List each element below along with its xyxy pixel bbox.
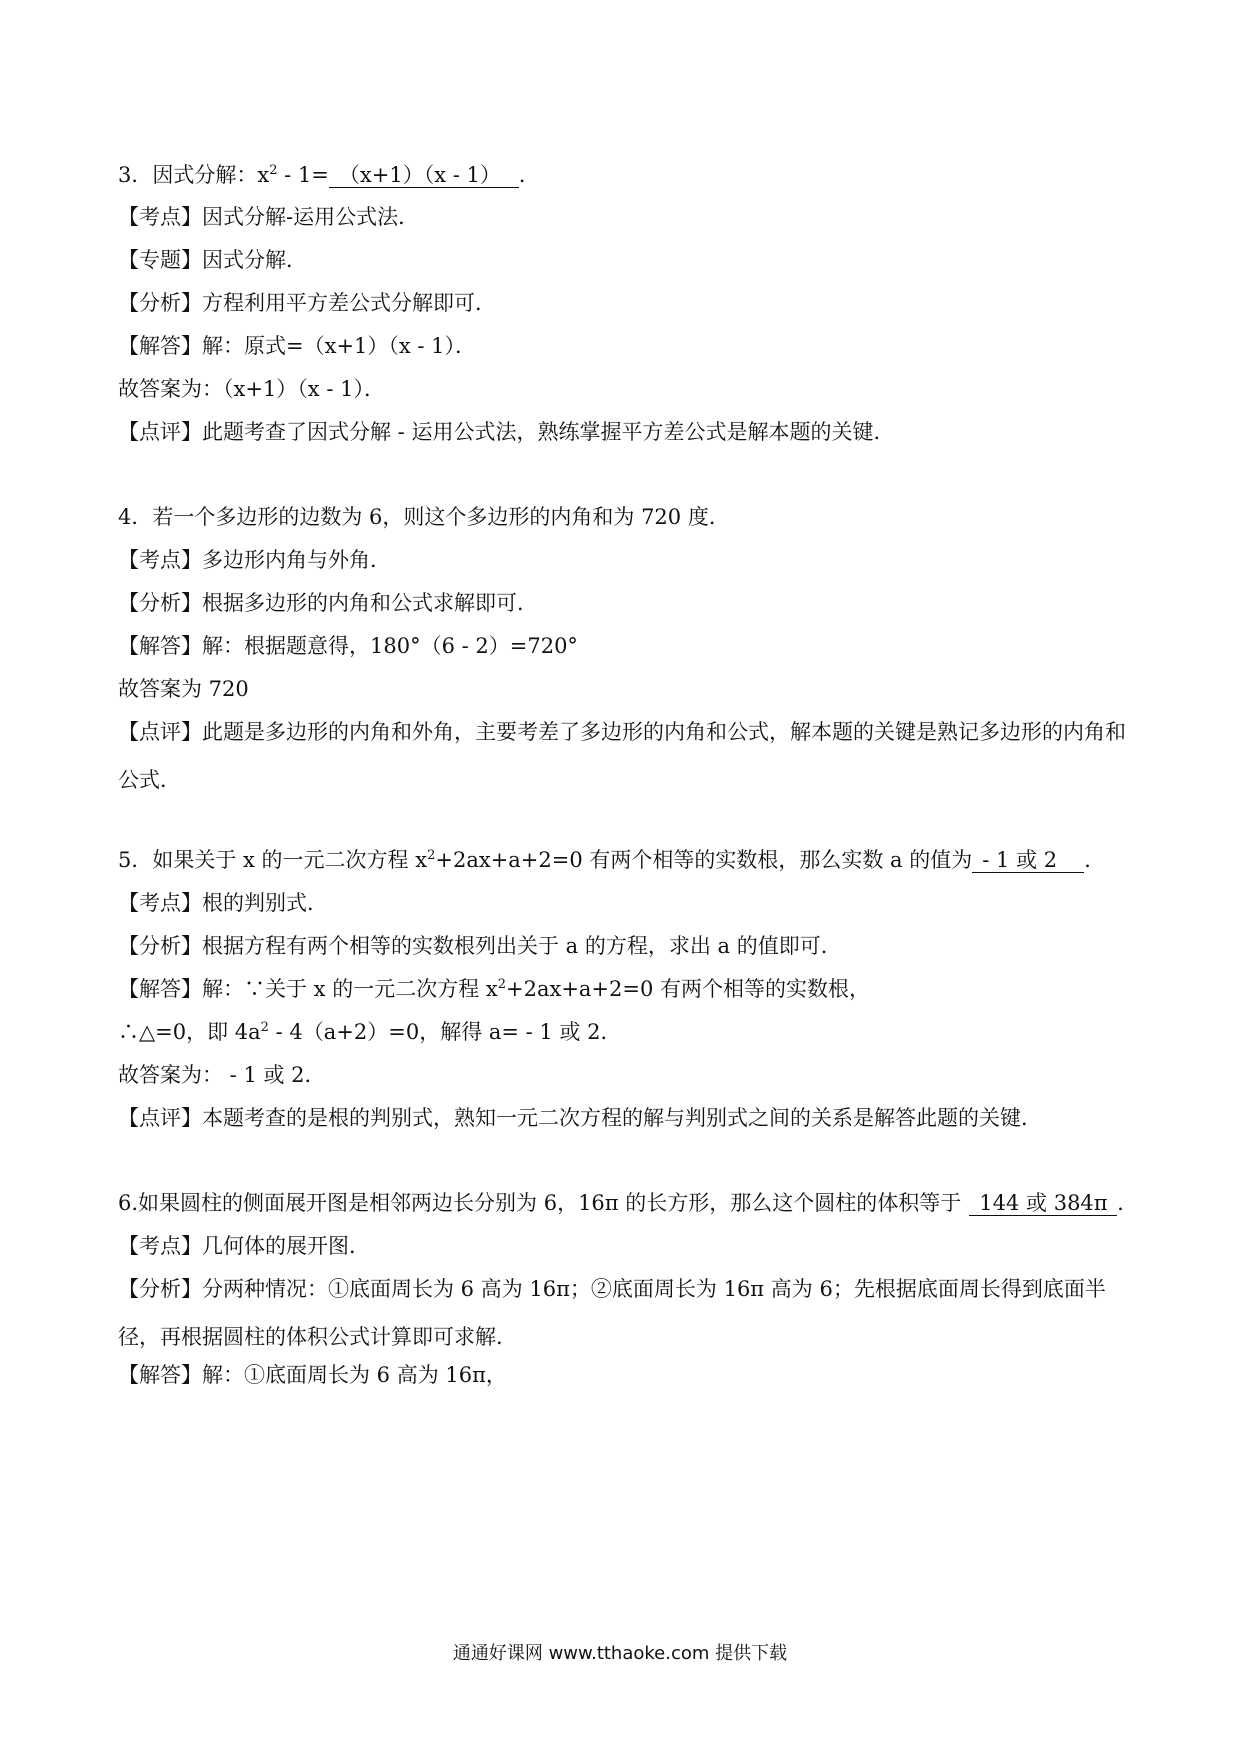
q6-stem xyxy=(118,1189,1138,1217)
q5-answer: 故答案为： - 1 或 2． xyxy=(118,1063,326,1087)
q6-fenxi: 【分析】分两种情况：①底面周长为 6 高为 16π；②底面周长为 16π 高为 6；先根据底面周长得到底面半径，再根据圆柱的体积公式计算即可求解． xyxy=(118,1277,1106,1349)
q3-exponent: 2 xyxy=(269,163,278,178)
q4-jieda: 【解答】解：根据题意得，180°（6 - 2）=720° xyxy=(118,634,578,658)
q4-stem: 4．若一个多边形的边数为 6，则这个多边形的内角和为 720 度． xyxy=(118,505,730,529)
q3-zhuanti: 【专题】因式分解． xyxy=(118,248,307,272)
q6-kaodian: 【考点】几何体的展开图． xyxy=(118,1234,370,1258)
q3-stem-text: 3．因式分解：x xyxy=(118,163,270,187)
q4-answer: 故答案为 720 xyxy=(118,677,249,701)
q3-dianping: 【点评】此题考查了因式分解 - 运用公式法，熟练掌握平方差公式是解本题的关键． xyxy=(118,420,895,444)
page-footer: 通通好课网 www.tthaoke.com 提供下载 xyxy=(452,1643,788,1664)
q5-step-text: ∴△=0，即 4a xyxy=(118,1020,261,1044)
q5-step-text-b: - 4（a+2）=0，解得 a= - 1 或 2． xyxy=(268,1020,622,1044)
q6-stem-end: ． xyxy=(1117,1191,1139,1215)
q3-kaodian: 【考点】因式分解-运用公式法． xyxy=(118,205,420,229)
q5-jieda-text: 【解答】解：∵关于 x 的一元二次方程 x xyxy=(118,977,498,1001)
q3-stem xyxy=(118,161,540,189)
q4-kaodian: 【考点】多边形内角与外角． xyxy=(118,548,391,572)
q5-answer-blank: - 1 或 2 xyxy=(972,848,1084,873)
q5-step xyxy=(118,1018,622,1046)
q3-stem-end: ． xyxy=(518,163,540,187)
q5-dianping: 【点评】本题考查的是根的判别式，熟知一元二次方程的解与判别式之间的关系是解答此题的关键． xyxy=(118,1106,1042,1130)
q3-stem-text-b: - 1= xyxy=(277,163,329,187)
q5-stem-text: 5．如果关于 x 的一元二次方程 x xyxy=(118,848,428,872)
q5-kaodian: 【考点】根的判别式． xyxy=(118,891,328,915)
q5-fenxi: 【分析】根据方程有两个相等的实数根列出关于 a 的方程，求出 a 的值即可． xyxy=(118,934,842,958)
q6-answer-blank: 144 或 384π xyxy=(969,1191,1117,1216)
q5-jieda xyxy=(118,975,870,1003)
q6-jieda: 【解答】解：①底面周长为 6 高为 16π， xyxy=(118,1363,507,1387)
q3-jieda: 【解答】解：原式=（x+1）（x - 1）． xyxy=(118,334,477,358)
q5-stem-end: ． xyxy=(1084,848,1106,872)
q3-fenxi: 【分析】方程利用平方差公式分解即可． xyxy=(118,291,496,315)
q5-step-exponent: 2 xyxy=(260,1020,269,1035)
q4-fenxi: 【分析】根据多边形的内角和公式求解即可． xyxy=(118,591,538,615)
q5-jieda-text-b: +2ax+a+2=0 有两个相等的实数根， xyxy=(506,977,871,1001)
q3-answer-blank: （x+1）（x - 1） xyxy=(329,163,519,188)
q5-jieda-exponent: 2 xyxy=(497,977,506,992)
q4-dianping: 【点评】此题是多边形的内角和外角，主要考差了多边形的内角和公式，解本题的关键是熟记多边形的内角和公式． xyxy=(118,720,1126,792)
q5-exponent: 2 xyxy=(427,848,436,863)
q5-stem xyxy=(118,846,1105,874)
q6-stem-text: 6.如果圆柱的侧面展开图是相邻两边长分别为 6，16π 的长方形，那么这个圆柱的体积等于 xyxy=(118,1191,962,1215)
q3-answer: 故答案为：（x+1）（x - 1）． xyxy=(118,377,385,401)
q5-stem-text-b: +2ax+a+2=0 有两个相等的实数根，那么实数 a 的值为 xyxy=(435,848,973,872)
